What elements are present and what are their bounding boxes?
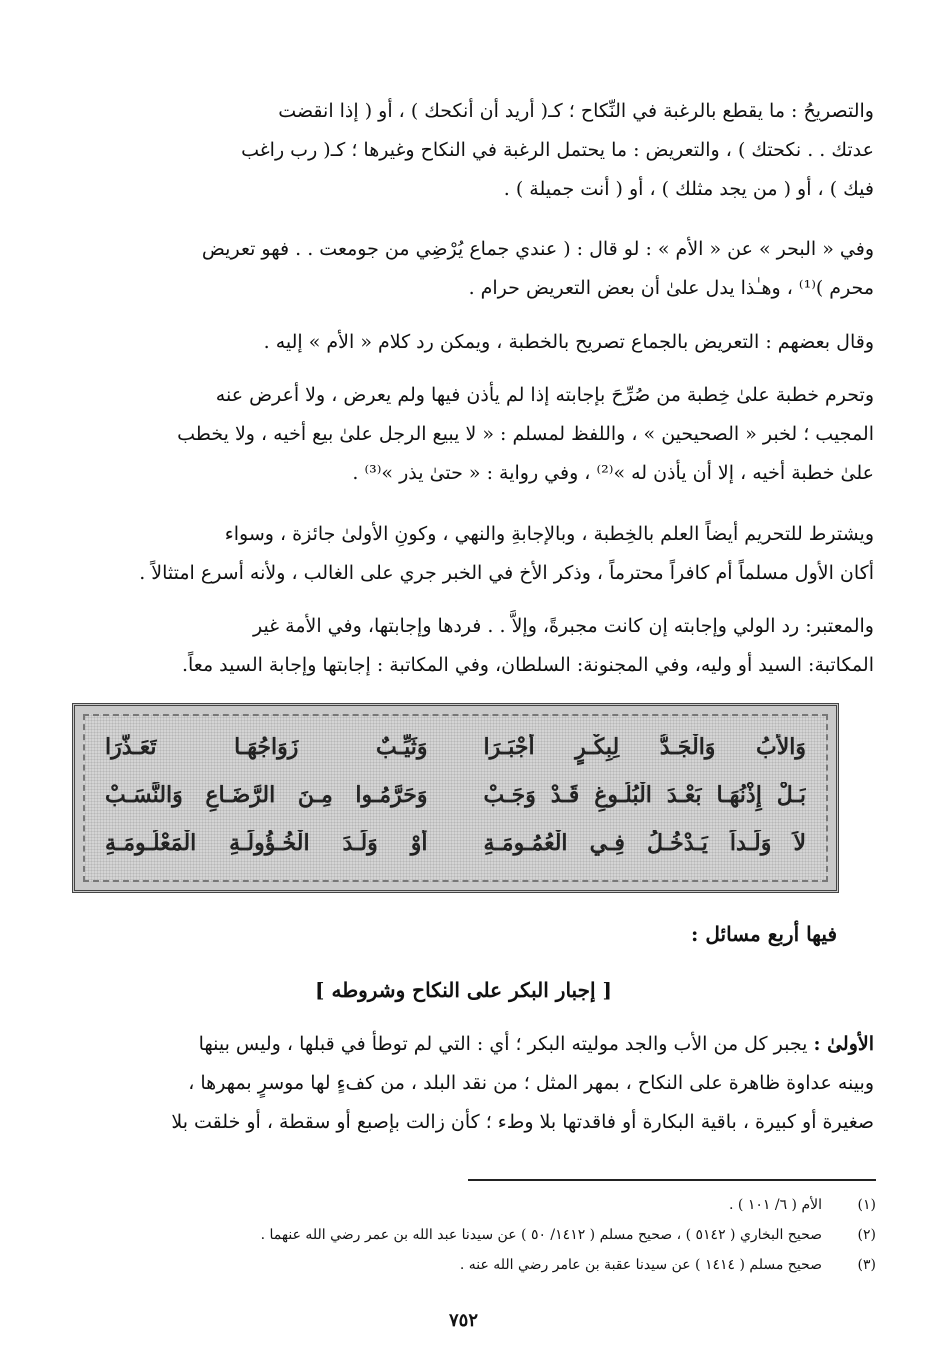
text-line: علىٰ خطبة أخيه ، إلا أن يأذن له »⁽²⁾ ، وفي رواية : « حتىٰ يذر »⁽³⁾ .: [352, 462, 874, 484]
text-line: وتحرم خطبة علىٰ خِطبة من صُرِّحَ بإجابته إذا لم يأذن فيها ولم يعرض ، ولا أعرض عنه: [215, 384, 874, 406]
footnote-number: (٣): [857, 1257, 876, 1273]
text-line: [44, 1025, 874, 1064]
verse-second-hemistich: وَحَرَّمُـوا مِـنَ الرَّضَـاعِ وَالنَّسَـبْ: [105, 782, 428, 808]
footnote-text: صحيح مسلم ( ١٤١٤ ) عن سيدنا عقبة بن عامر رضي الله عنه .: [459, 1257, 822, 1273]
footnote-number: (٢): [857, 1227, 876, 1243]
paragraph-bahr: [44, 230, 912, 308]
poem-box: [72, 703, 839, 893]
section-title: [ إجبار البكر على النكاح وشروطه ]: [315, 978, 612, 1002]
text-line: وفي « البحر » عن « الأم » : لو قال : ( عندي جماع يُرْضِي من جومعت . . فهو تعريض: [201, 238, 874, 260]
paragraph-khitba: [44, 376, 912, 493]
text-line: محرم )⁽¹⁾ ، وهـٰذا يدل علىٰ أن بعض التعريض حرام .: [468, 277, 874, 299]
text-line: المكاتبة: السيد أو وليه، وفي المجنونة: السلطان، وفي المكاتبة : إجابتها وإجابة السيد معاً.: [181, 654, 874, 676]
text-line: وبينه عداوة ظاهرة على النكاح ، بمهر المثل ؛ من نقد البلد ، من كفءٍ لها موسرٍ بمهرها ،: [188, 1072, 874, 1094]
paragraph-shart: [44, 515, 912, 593]
footnote: [140, 1250, 876, 1280]
paragraph-ula: [44, 1025, 912, 1142]
text-line: وقال بعضهم : التعريض بالجماع تصريح بالخطبة ، ويمكن رد كلام « الأم » إليه .: [263, 331, 874, 353]
text-line: والمعتبر: رد الولي وإجابته إن كانت مجبرةً، وإلاَّ . . فردها وإجابتها، وفي الأمة غير: [252, 615, 874, 637]
paragraph-mutabar: [44, 607, 912, 685]
text-line: عدتك . . نكحتك ) ، والتعريض : ما يحتمل الرغبة في النكاح وغيرها ؛ كـ( رب راغب: [241, 139, 874, 161]
lead-word: الأولىٰ :: [813, 1033, 874, 1055]
text-line: المجيب ؛ لخبر « الصحيحين » ، واللفظ لمسلم : « لا يبيع الرجل علىٰ بيع أخيه ، ولا يخطب: [177, 423, 874, 445]
verse-second-hemistich: أَوْ وَلَـدَ الْخُـؤُولَـةِ الْمَعْلُـومَـةِ: [105, 830, 428, 856]
page-number: ٧٥٢: [448, 1310, 478, 1331]
text-line: ويشترط للتحريم أيضاً العلم بالخِطبة ، وبالإجابةِ والنهي ، وكونِ الأولىٰ جائزة ، وسواء: [224, 523, 874, 545]
poem-verse: [105, 830, 806, 874]
paragraph-tasreeh: [44, 92, 912, 209]
poem-frame: [83, 714, 828, 882]
footnote-separator: [468, 1179, 876, 1181]
footnote: [140, 1190, 876, 1220]
verse-second-hemistich: وَثَيِّـبٌ زَوَاجُهَـا تَعَـذَّرَا: [105, 734, 428, 760]
footnote-number: (١): [857, 1197, 876, 1213]
footnotes: [140, 1190, 876, 1280]
verse-first-hemistich: لاَ وَلَـداً يَـدْخُـلُ فِـي الْعُمُـومَـةِ: [483, 830, 806, 856]
paragraph-baaduhum: [44, 323, 912, 362]
footnote-text: الأم ( ٦/ ١٠١ ) .: [729, 1197, 822, 1213]
verse-first-hemistich: بَـلْ إِذْنُهَـا بَعْـدَ الْبُلُـوغِ قَـدْ وَجَـبْ: [483, 782, 806, 808]
verse-first-hemistich: وَالأَبُ وَالْجَـدُّ لِبِكْـرٍ أَجْبَـرَا: [483, 734, 806, 760]
text-line: فيك ) ، أو ( من يجد مثلك ) ، أو ( أنت جميلة ) .: [503, 178, 874, 200]
footnote: [140, 1220, 876, 1250]
poem-verse: [105, 734, 806, 778]
text-line-rest: يجبر كل من الأب والجد موليته البكر ؛ أي : التي لم توطأ في قبلها ، وليس بينها: [198, 1033, 814, 1055]
masail-intro: فيها أربع مسائل :: [691, 922, 837, 946]
text-line: أكان الأول مسلماً أم كافراً محترماً ، وذكر الأخ في الخبر جري على الغالب ، ولأنه أسرع امتثالاً .: [139, 562, 874, 584]
text-line: صغيرة أو كبيرة ، باقية البكارة أو فاقدتها بلا وطء ؛ كأن زالت بإصبع أو سقطة ، أو خلقت بلا: [171, 1111, 874, 1133]
poem-verse: [105, 782, 806, 826]
footnote-text: صحيح البخاري ( ٥١٤٢ ) ، صحيح مسلم ( ١٤١٢/ ٥٠ ) عن سيدنا عبد الله بن عمر رضي الله عنهما .: [260, 1227, 822, 1243]
text-line: والتصريحُ : ما يقطع بالرغبة في النِّكاح ؛ كـ( أريد أن أنكحك ) ، أو ( إذا انقضت: [278, 100, 874, 122]
